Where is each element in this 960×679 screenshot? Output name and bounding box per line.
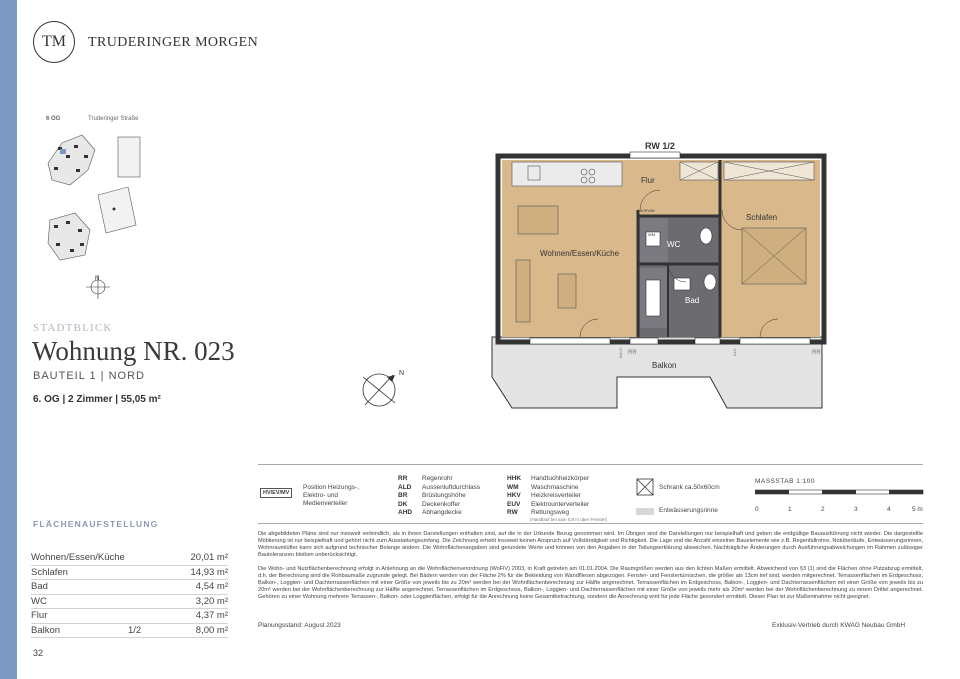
site-plan-north: N	[95, 276, 100, 282]
hv-label: HV/EV/M	[638, 208, 655, 213]
entwaesserung-label: Entwässerungsrinne	[659, 507, 718, 514]
disclaimer-2: Die Wohn- und Nutzflächenberechnung erfolgt in Anlehnung an die Wohnflächenverordnung (WoFlV) 2003, in Kraft getreten am 01.01.2004. Die Raumgrößen werden aus den lichten Maßen ermittelt. Abweichend von §3 (1) sind die Flächen ohne Putzabzug ermittelt, d.h. der Berechnung sind die Rohbaumaße zugrunde gelegt. Bei Bädern werden von der Fläche 2% für die Bekleidung von Wandfliesen abgezogen. Fenster- und Fenstertürnischen, die größer als 13cm tief sind, werden mitgerechnet. Terrassenflächen im Erdgeschoss, Balkon-, Loggien- und Dachterrassenflächen mit einer Größe von jeweils bis zu 20m² werden bei der Wohnflächenberechnung zur Hälfte angerechnet. Terrassenflächen im Erdgeschoss, Balkon-, Loggien- und Dachterrassenflächen mit einer Größe von jeweils bis zu 20m² werden bei der Wohnflächenberechnung zur Hälfte angerechnet. Terrassenflächen im Erdgeschoss, Balkon-, Loggien- und Dachterrassenflächen mit einer Größe von jeweils mehr als 20m² werden bei der Wohnflächenberechnung zu einem Drittel angerechnet. Gehören zu einer Wohnung mehrere Terrassen-, Balkon- oder Loggienflächen, erfolgt für die Anrechnung keine Gesamtbetrachtung, sondern die Anrechnung wird für jede Fläche gesondert ermittelt. Dieser Plan ist zur Maßentnahme nicht geeignet.	[258, 566, 923, 600]
svg-text:N: N	[399, 370, 405, 377]
schrank-label: Schrank ca.50x60cm	[659, 484, 720, 491]
entwaesserung-icon	[636, 508, 654, 515]
areas-title: FLÄCHENAUFSTELLUNG	[33, 519, 159, 529]
brand-name: TRUDERINGER MORGEN	[88, 35, 259, 50]
legend-box-desc: Position Heizungs-, Elektro- und Medienverteiler	[303, 484, 359, 507]
site-plan	[40, 125, 160, 305]
table-row: Bad 4,54 m²	[31, 580, 228, 595]
view-label: STADTBLICK	[33, 322, 113, 334]
ald-tag: ALD	[732, 348, 737, 356]
table-row: Balkon 1/2 8,00 m²	[31, 624, 228, 639]
schrank-icon	[636, 478, 654, 496]
rw-label: RW 1/2	[645, 141, 675, 151]
areas-table	[31, 551, 228, 638]
rw-note: (Handlauf bei sam 0,9 m über Fenster)	[530, 517, 608, 522]
brand-monogram: TM	[33, 21, 75, 63]
legend-box: HV/EV/MV	[260, 488, 292, 498]
bald-tag: BALD	[618, 347, 623, 358]
room-wohnen: Wohnen/Essen/Küche	[540, 249, 620, 258]
planning-status: Planungsstand: August 2023	[258, 622, 341, 629]
table-row: WC 3,20 m²	[31, 595, 228, 610]
table-row: Wohnen/Essen/Küche 20,01 m²	[31, 551, 228, 566]
site-plan-street: Truderinger Straße	[88, 116, 139, 122]
apartment-meta: 6. OG | 2 Zimmer | 55,05 m²	[33, 394, 161, 405]
distribution-note: Exklusiv-Vertrieb durch KWAG Neubau GmbH	[772, 622, 906, 629]
legend-col-2: HHK Handtuchheizkörper WM Waschmaschine HKV Heizkreisverteiler EUV Elektrounterverteiler RW Rettungsweg	[507, 475, 590, 516]
rr-tag: RR	[812, 350, 821, 356]
accent-stripe	[0, 0, 17, 679]
legend-divider-bottom	[258, 523, 923, 524]
page-title: Wohnung NR. 023	[32, 336, 235, 366]
disclaimer-1: Die abgebildeten Pläne sind nur insoweit verbindlich, als in ihnen Darstellungen enthalten sind, auf die in der Urkunde Bezug genommen wird. Im Übrigen sind die Darstellungen nur beispielhaft und geben die endgültige Bauausführung nicht wieder. Die dargestellte Möblierung ist nur beispielhaft und gehört nicht zum Ausstattungsumfang. Die Zeichnung erhebt insoweit keinen Anspruch auf Vollständigkeit und Richtigkeit. Die Lage und die Anzahl einzelner Bauelemente wie z.B. Regenfallrohre, Notüberläufe, Entwässerungsrinnen, Wohnraumlüfter kann sich aufgrund technischer Belange ändern. Die Wohnflächenangaben sind gerundete Werte und können von den Angaben in der Teilungserklärung abweichen. Nachträgliche Änderungen durch Ausführungsabweichungen im Rahmen zulässiger Bautoleranzen bleiben unberücksichtigt.	[258, 531, 923, 558]
scale-title: MASSSTAB 1:100	[755, 478, 815, 485]
legend-col-1: RR Regenrohr ALD Aussenluftdurchlass BR Brüstungshöhe DK Deckenkoffer AHD Abhangdecke	[398, 475, 481, 516]
room-flur: Flur	[641, 176, 655, 185]
room-wc: WC	[667, 240, 681, 249]
scale-bar	[755, 488, 925, 518]
page-number: 32	[33, 648, 44, 658]
room-bad: Bad	[685, 296, 700, 305]
room-balkon: Balkon	[652, 361, 677, 370]
building-label: BAUTEIL 1 | NORD	[33, 370, 145, 382]
floor-plan	[490, 140, 830, 415]
table-row: Flur 4,37 m²	[31, 609, 228, 624]
legend-divider	[258, 464, 923, 465]
table-row: Schlafen 14,93 m²	[31, 566, 228, 581]
rr-tag: RR	[628, 350, 637, 356]
compass-icon	[355, 365, 411, 415]
site-plan-floor: 6 OG	[46, 116, 61, 122]
room-schlafen: Schlafen	[746, 213, 778, 222]
wm-label: WM	[648, 232, 656, 237]
